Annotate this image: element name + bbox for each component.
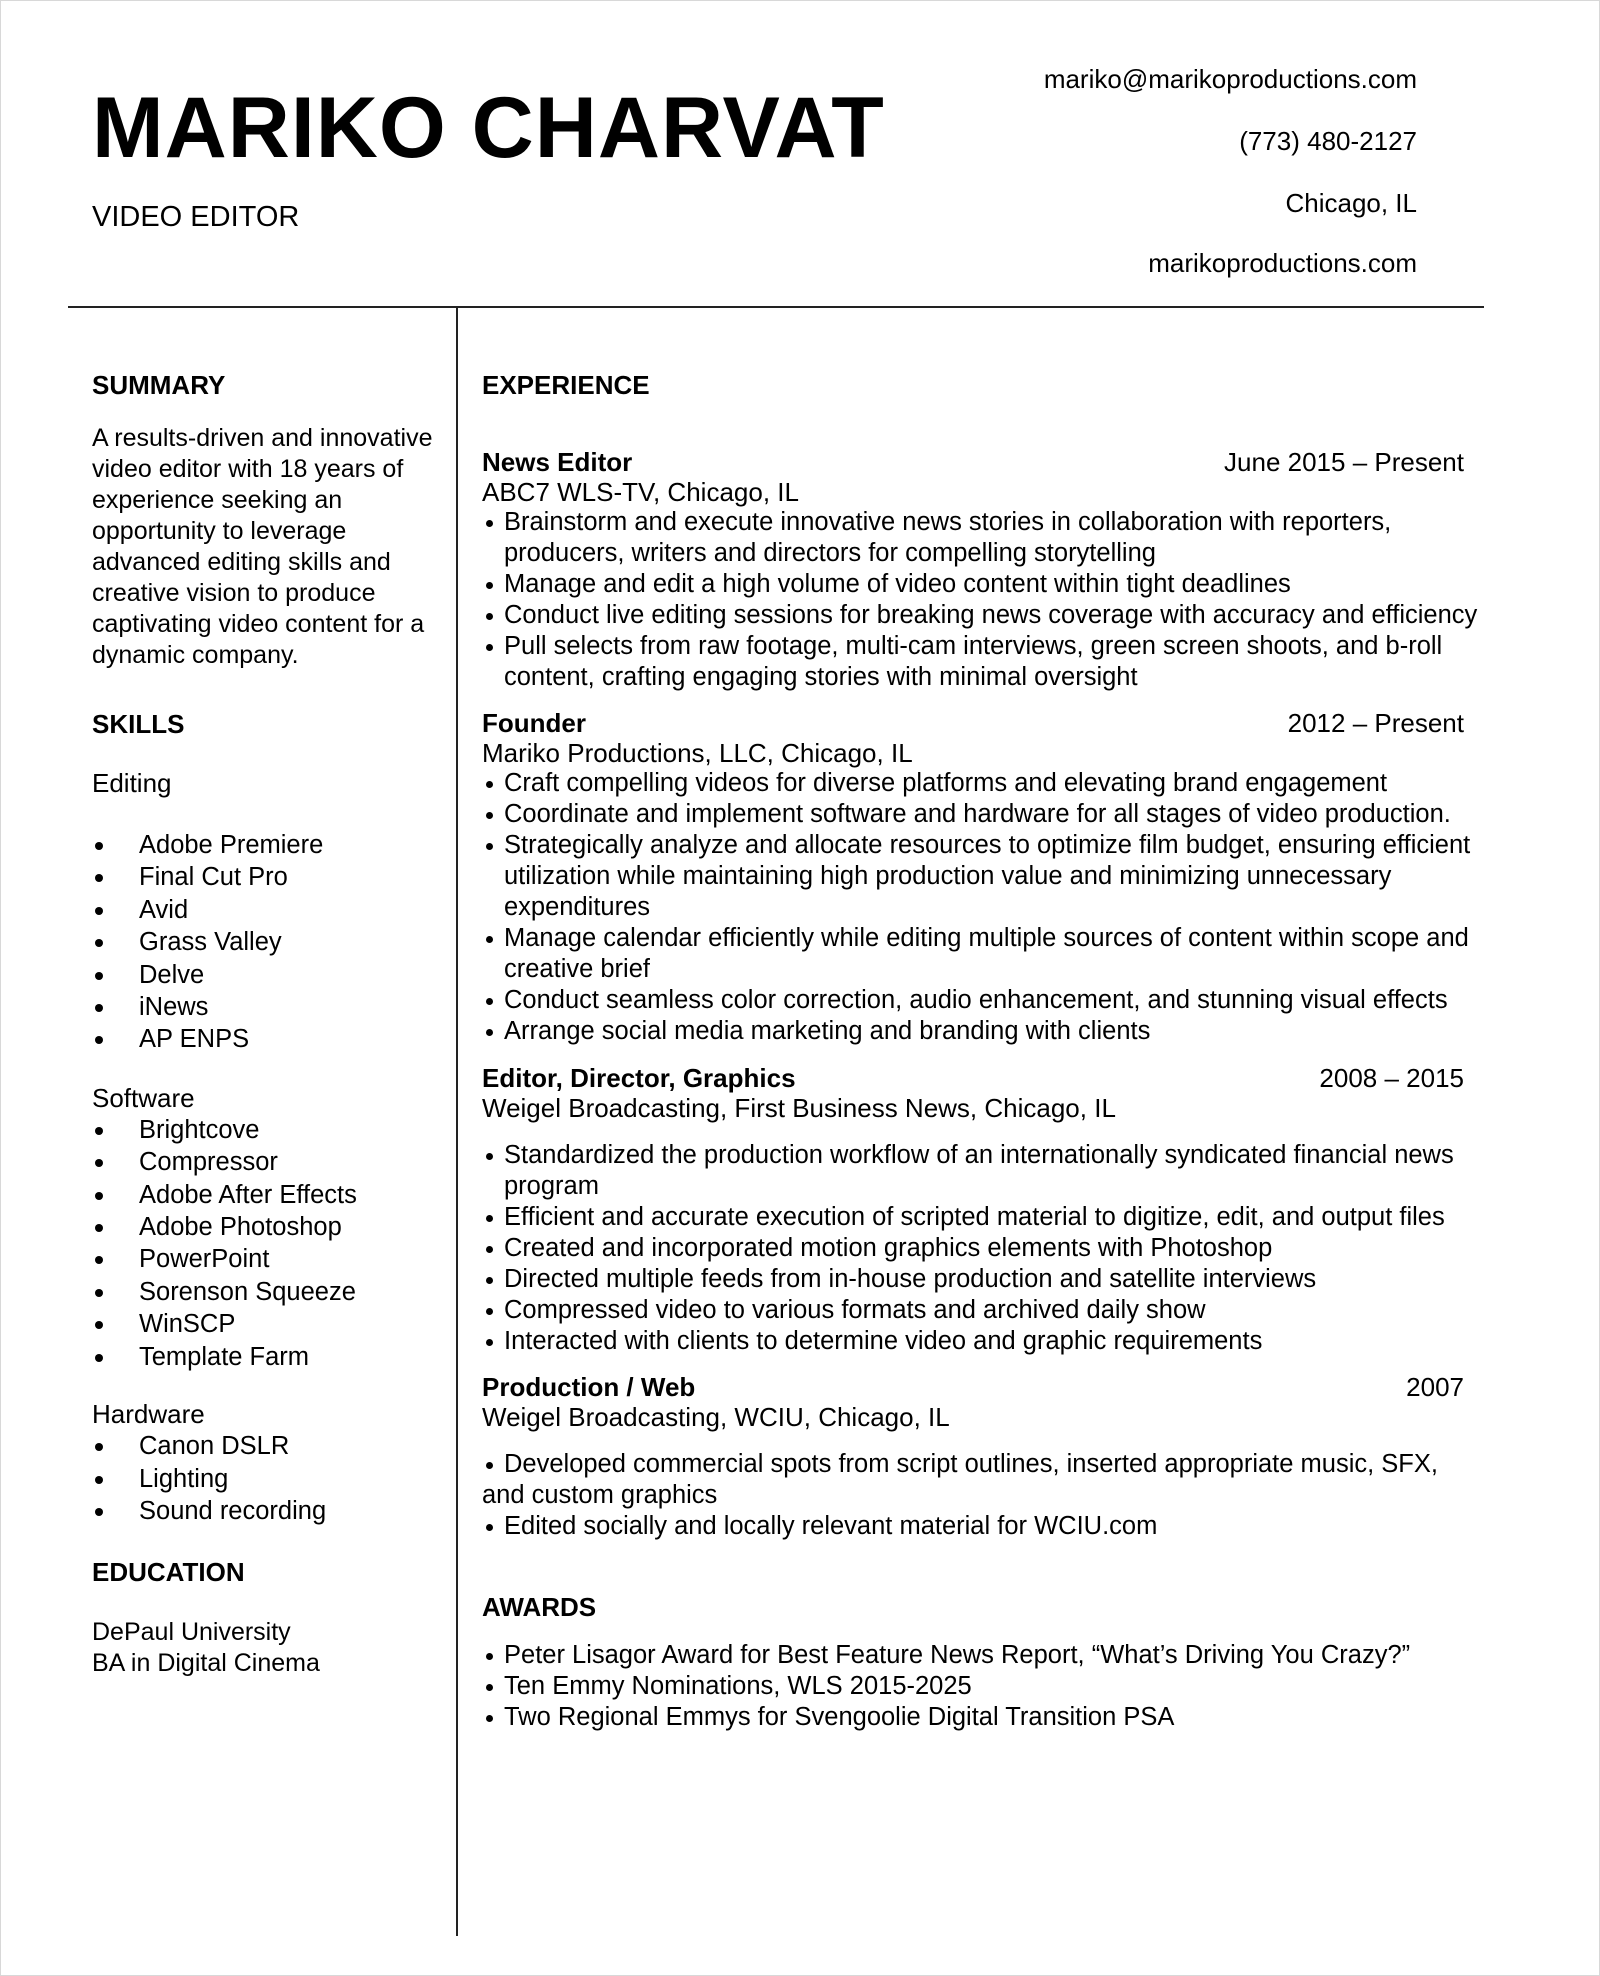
list-item: Manage calendar efficiently while editing multiple sources of content within scope and creative brief xyxy=(482,923,1484,985)
list-item: Conduct live editing sessions for breaking news coverage with accuracy and efficiency xyxy=(482,600,1484,631)
contact-phone[interactable] xyxy=(900,118,1600,164)
header-divider xyxy=(68,306,1484,308)
list-item: Adobe After Effects xyxy=(92,1179,442,1211)
list-item: Adobe Photoshop xyxy=(92,1211,442,1243)
list-item: Pull selects from raw footage, multi-cam interviews, green screen shoots, and b-roll content, crafting engaging stories with minimal oversight xyxy=(482,631,1484,693)
list-item: Manage and edit a high volume of video content within tight deadlines xyxy=(482,569,1484,600)
list-item: Conduct seamless color correction, audio enhancement, and stunning visual effects xyxy=(482,985,1484,1016)
list-item: Two Regional Emmys for Svengoolie Digital Transition PSA xyxy=(482,1702,1484,1733)
education-school: DePaul University xyxy=(92,1618,291,1647)
list-item: Adobe Premiere xyxy=(92,829,442,861)
list-item: Developed commercial spots from script outlines, inserted appropriate music, SFX, and custom graphics xyxy=(482,1449,1484,1511)
job-title: Production / Web xyxy=(482,1372,696,1402)
list-item: PowerPoint xyxy=(92,1243,442,1275)
list-item: Avid xyxy=(92,894,442,926)
list-item: Strategically analyze and allocate resources to optimize film budget, ensuring efficient utilization while maintaining high production value and minimizing unnecessary expenditures xyxy=(482,830,1484,923)
job-dates: June 2015 – Present xyxy=(1224,447,1464,477)
summary-text: A results-driven and innovative video editor with 18 years of experience seeking an opportunity to leverage advanced editing skills and creative vision to produce captivating video content for a dynamic company. xyxy=(92,424,433,669)
skills-heading: SKILLS xyxy=(92,709,185,739)
list-item: Interacted with clients to determine video and graphic requirements xyxy=(482,1326,1484,1357)
job-entry-news-editor xyxy=(482,447,1484,693)
job-organization: Mariko Productions, LLC, Chicago, IL xyxy=(482,738,913,768)
right-column xyxy=(482,370,1484,1733)
list-item: Lighting xyxy=(92,1463,442,1495)
list-item: Peter Lisagor Award for Best Feature News Report, “What’s Driving You Crazy?” xyxy=(482,1640,1484,1671)
job-dates: 2007 xyxy=(1406,1372,1464,1402)
list-item: Directed multiple feeds from in-house production and satellite interviews xyxy=(482,1264,1484,1295)
job-organization: ABC7 WLS-TV, Chicago, IL xyxy=(482,477,799,507)
left-column xyxy=(92,370,442,1679)
skills-list-editing xyxy=(92,829,442,1056)
job-title-heading: VIDEO EDITOR xyxy=(92,201,300,233)
job-bullets xyxy=(482,768,1484,1047)
list-item: Grass Valley xyxy=(92,926,442,958)
job-title: Founder xyxy=(482,708,586,738)
contact-website[interactable] xyxy=(900,240,1600,286)
list-item: AP ENPS xyxy=(92,1023,442,1055)
list-item: Efficient and accurate execution of scripted material to digitize, edit, and output files xyxy=(482,1202,1484,1233)
job-bullets xyxy=(482,507,1484,693)
job-bullets xyxy=(482,1140,1484,1357)
list-item: WinSCP xyxy=(92,1308,442,1340)
job-title: News Editor xyxy=(482,447,633,477)
list-item: Delve xyxy=(92,959,442,991)
contact-phone-text[interactable]: (773) 480-2127 xyxy=(1239,126,1417,156)
list-item: Craft compelling videos for diverse platforms and elevating brand engagement xyxy=(482,768,1484,799)
contact-website-text[interactable]: marikoproductions.com xyxy=(1148,248,1417,278)
list-item: Edited socially and locally relevant material for WCIU.com xyxy=(482,1511,1484,1542)
column-divider xyxy=(456,306,458,1936)
skills-group-label-editing: Editing xyxy=(92,768,172,798)
skills-list-software xyxy=(92,1114,442,1373)
summary-heading: SUMMARY xyxy=(92,370,226,400)
job-organization: Weigel Broadcasting, First Business News, Chicago, IL xyxy=(482,1093,1116,1123)
list-item: Ten Emmy Nominations, WLS 2015-2025 xyxy=(482,1671,1484,1702)
list-item: Canon DSLR xyxy=(92,1430,442,1462)
candidate-name: MARIKO CHARVAT xyxy=(92,80,885,176)
list-item: Coordinate and implement software and hardware for all stages of video production. xyxy=(482,799,1484,830)
list-item: Brightcove xyxy=(92,1114,442,1146)
contact-location-text: Chicago, IL xyxy=(1285,188,1417,218)
job-entry-founder xyxy=(482,708,1484,1047)
education-heading: EDUCATION xyxy=(92,1557,245,1588)
contact-location xyxy=(900,180,1600,226)
skills-group-label-software: Software xyxy=(92,1082,195,1113)
job-entry-editor-director-graphics xyxy=(482,1063,1484,1357)
skills-group-label-hardware: Hardware xyxy=(92,1399,205,1430)
list-item: Template Farm xyxy=(92,1341,442,1373)
list-item: Final Cut Pro xyxy=(92,861,442,893)
contact-email[interactable] xyxy=(900,56,1600,102)
job-entry-production-web xyxy=(482,1372,1484,1542)
education-degree: BA in Digital Cinema xyxy=(92,1649,320,1678)
list-item: Standardized the production workflow of an internationally syndicated financial news program xyxy=(482,1140,1484,1202)
list-item: Compressor xyxy=(92,1146,442,1178)
awards-heading: AWARDS xyxy=(482,1592,597,1622)
job-organization: Weigel Broadcasting, WCIU, Chicago, IL xyxy=(482,1402,950,1432)
skills-list-hardware xyxy=(92,1430,442,1527)
job-dates: 2008 – 2015 xyxy=(1319,1063,1464,1093)
list-item: Arrange social media marketing and branding with clients xyxy=(482,1016,1484,1047)
list-item: iNews xyxy=(92,991,442,1023)
experience-heading: EXPERIENCE xyxy=(482,370,650,400)
list-item: Sound recording xyxy=(92,1495,442,1527)
awards-list xyxy=(482,1640,1484,1733)
list-item: Compressed video to various formats and archived daily show xyxy=(482,1295,1484,1326)
list-item: Sorenson Squeeze xyxy=(92,1276,442,1308)
list-item: Brainstorm and execute innovative news stories in collaboration with reporters, producers, writers and directors for compelling storytelling xyxy=(482,507,1484,569)
list-item: Created and incorporated motion graphics elements with Photoshop xyxy=(482,1233,1484,1264)
job-title: Editor, Director, Graphics xyxy=(482,1063,796,1093)
contact-email-text[interactable]: mariko@marikoproductions.com xyxy=(1043,64,1417,94)
job-dates: 2012 – Present xyxy=(1287,708,1464,738)
job-bullets xyxy=(482,1449,1484,1542)
